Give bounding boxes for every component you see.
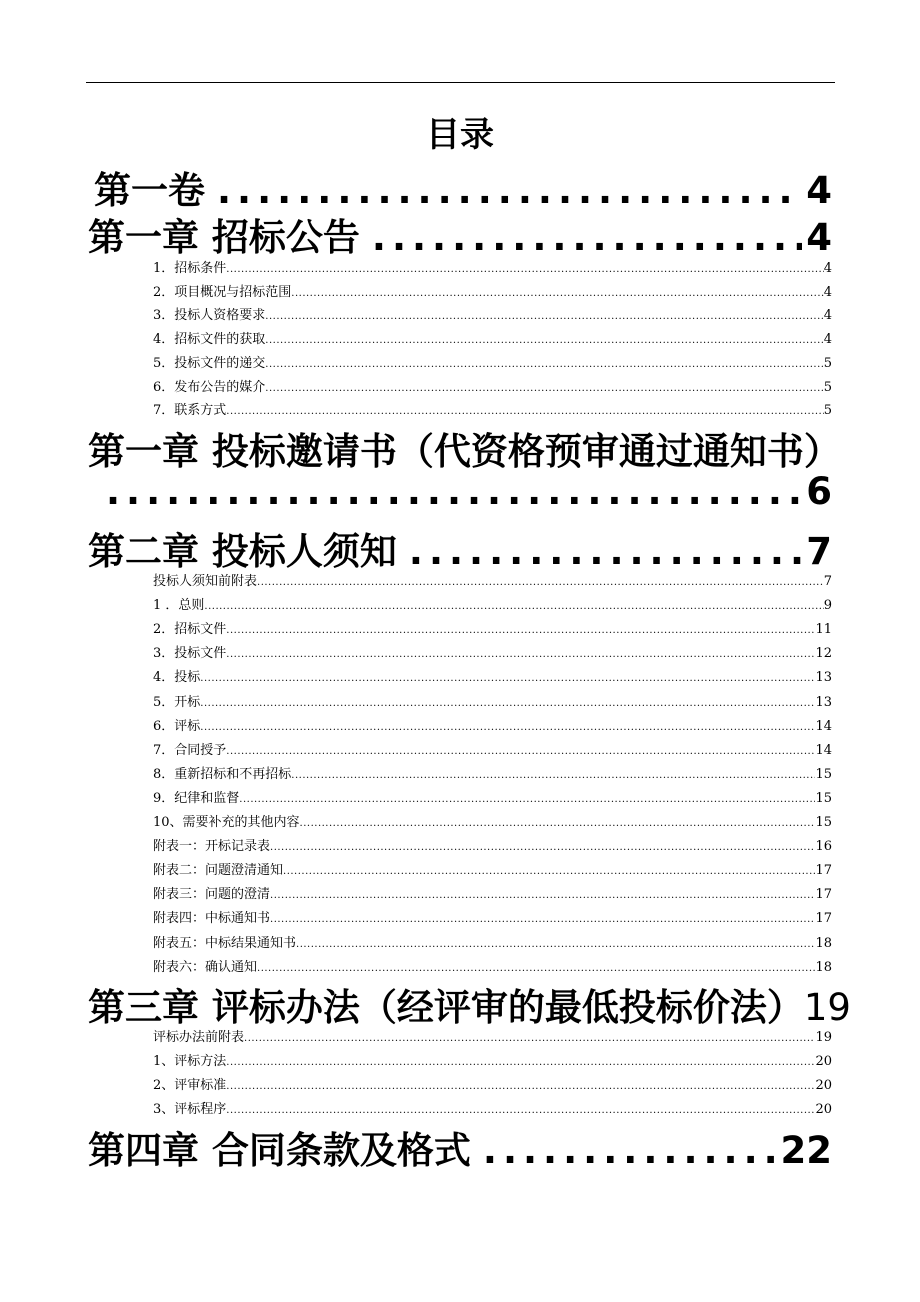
toc-sub-entry[interactable] <box>153 642 832 664</box>
toc-sub-entry[interactable] <box>153 932 832 954</box>
leader-dots <box>291 288 823 299</box>
toc-sub-entry-page: 4 <box>823 284 832 300</box>
toc-entry-page: 6 <box>806 470 832 513</box>
leader-dots <box>291 770 815 781</box>
toc-sub-entry-page: 12 <box>815 646 832 662</box>
leader-dots <box>226 625 815 636</box>
toc-entry-chapter-4[interactable] <box>88 1120 832 1176</box>
toc-sub-entry-page: 9 <box>823 598 832 614</box>
header-rule <box>86 82 835 83</box>
toc-sub-entry-title: 1 ．总则 <box>153 598 205 614</box>
toc-entry-page: 19 <box>803 986 851 1029</box>
leader-dots <box>265 359 823 370</box>
toc-sub-entry-title: 5．投标文件的递交 <box>153 355 266 371</box>
toc-sub-entry-page: 5 <box>823 355 832 371</box>
toc-sub-entry[interactable] <box>153 956 832 978</box>
leader-dots <box>205 169 802 212</box>
toc-sub-entry[interactable] <box>153 715 832 737</box>
toc-entry-title: 第二章 投标人须知 <box>88 530 397 573</box>
toc-sub-entry-page: 20 <box>815 1054 832 1070</box>
toc-sub-entry[interactable] <box>153 1098 832 1120</box>
toc-sub-entry[interactable] <box>153 859 832 881</box>
toc-sub-entry-page: 19 <box>815 1030 832 1045</box>
toc-sub-entry-title: 1．招标条件 <box>153 261 227 276</box>
leader-dots <box>239 794 815 805</box>
toc-sub-entry[interactable] <box>153 739 832 761</box>
toc-sub-entry-title: 评标办法前附表 <box>153 1030 245 1045</box>
toc-sub-entry-title: 附表五：中标结果通知书 <box>153 935 297 951</box>
toc-entry-chapter-1[interactable] <box>88 207 832 263</box>
leader-dots <box>300 818 816 829</box>
leader-dots <box>270 914 815 925</box>
leader-dots <box>270 890 815 901</box>
toc-sub-entry[interactable] <box>153 281 832 303</box>
toc-sub-entry-page: 14 <box>815 742 832 758</box>
toc-sub-entry-page: 5 <box>823 403 832 419</box>
leader-dots <box>283 866 815 877</box>
toc-sub-entry[interactable] <box>153 618 832 640</box>
toc-sub-entry-title: 2．招标文件 <box>153 622 227 638</box>
toc-entry-page: 4 <box>806 216 832 259</box>
toc-sub-entry-title: 5．开标 <box>153 694 201 710</box>
toc-sub-entry-page: 14 <box>815 718 832 734</box>
toc-sub-entry-title: 1、评标方法 <box>153 1054 227 1070</box>
leader-dots <box>265 335 823 346</box>
toc-sub-entry-title: 4．招标文件的获取 <box>153 332 266 348</box>
toc-sub-entry-page: 15 <box>815 790 832 806</box>
leader-dots <box>200 698 815 709</box>
toc-sub-entry-title: 7．联系方式 <box>153 403 227 419</box>
leader-dots <box>244 1033 815 1044</box>
toc-sub-entry-page: 13 <box>815 670 832 686</box>
toc-sub-entry-page: 7 <box>823 574 832 589</box>
toc-entry-page: 7 <box>806 530 832 573</box>
toc-sub-entry[interactable] <box>153 811 832 833</box>
toc-entry-title: 第一章 投标邀请书（代资格预审通过通知书） <box>88 430 841 473</box>
toc-sub-entry-page: 17 <box>815 863 832 879</box>
toc-sub-entry-title: 3．投标文件 <box>153 646 227 662</box>
leader-dots <box>257 577 824 588</box>
toc-sub-entry[interactable] <box>153 763 832 785</box>
toc-sub-entry-page: 4 <box>823 308 832 324</box>
toc-sub-entry[interactable] <box>153 907 832 929</box>
toc-sub-entry-title: 3、评标程序 <box>153 1102 227 1118</box>
toc-entry-title: 第一卷 <box>94 169 205 212</box>
toc-sub-entry-page: 4 <box>823 261 832 276</box>
toc-sub-entry-title: 投标人须知前附表 <box>153 574 258 589</box>
toc-sub-entry[interactable] <box>153 352 832 374</box>
toc-sub-entry-page: 13 <box>815 694 832 710</box>
toc-sub-entry-title: 7．合同授予 <box>153 742 227 758</box>
leader-dots <box>226 406 823 417</box>
leader-dots <box>226 1105 815 1116</box>
leader-dots <box>265 383 823 394</box>
toc-sub-entry-page: 18 <box>815 959 832 975</box>
toc-entry-page: 22 <box>780 1129 832 1172</box>
toc-sub-entry-title: 2．项目概况与招标范围 <box>153 284 292 300</box>
toc-sub-entry-title: 9．纪律和监督 <box>153 790 240 806</box>
leader-dots <box>265 311 823 322</box>
toc-sub-entry-title: 6．发布公告的媒介 <box>153 379 266 395</box>
toc-sub-entry[interactable] <box>153 691 832 713</box>
leader-dots <box>226 649 815 660</box>
toc-sub-entry-title: 8．重新招标和不再招标 <box>153 766 292 782</box>
toc-entry-chapter-2[interactable] <box>88 521 832 577</box>
toc-sub-entry-title: 4．投标 <box>153 670 201 686</box>
toc-sub-entry-title: 附表一：开标记录表 <box>153 839 271 855</box>
toc-entry-title: 第四章 合同条款及格式 <box>88 1129 471 1172</box>
toc-sub-entry[interactable] <box>153 1050 832 1072</box>
toc-sub-entry[interactable] <box>153 376 832 398</box>
toc-sub-entry-title: 附表六：确认通知 <box>153 959 258 975</box>
toc-sub-entry-page: 20 <box>815 1078 832 1094</box>
toc-sub-entry-title: 附表四：中标通知书 <box>153 911 271 927</box>
toc-sub-entry[interactable] <box>153 1074 832 1096</box>
leader-dots <box>471 1129 777 1172</box>
toc-entry-page: 4 <box>806 169 832 212</box>
leader-dots <box>226 1057 815 1068</box>
toc-sub-entry-page: 15 <box>815 815 832 830</box>
leader-dots <box>226 264 823 275</box>
toc-sub-entry[interactable] <box>153 835 832 857</box>
toc-sub-entry-page: 15 <box>815 766 832 782</box>
toc-sub-entry-title: 3．投标人资格要求 <box>153 308 266 324</box>
toc-title: 目录 <box>426 115 494 155</box>
toc-sub-entry-page: 17 <box>815 887 832 903</box>
toc-sub-entry-title: 附表二：问题澄清通知 <box>153 863 284 879</box>
toc-entry-title: 第三章 评标办法（经评审的最低投标价法） <box>88 986 804 1029</box>
leader-dots <box>257 963 815 974</box>
toc-sub-entry[interactable] <box>153 328 832 350</box>
toc-entry-title: 第一章 招标公告 <box>88 216 360 259</box>
toc-sub-entry-page: 11 <box>815 622 832 638</box>
toc-sub-entry-title: 2、评审标准 <box>153 1078 227 1094</box>
leader-dots <box>226 1081 815 1092</box>
toc-sub-entry-page: 16 <box>815 839 832 855</box>
toc-sub-entry-page: 20 <box>815 1102 832 1118</box>
leader-dots <box>360 216 802 259</box>
toc-sub-entry[interactable] <box>153 594 832 616</box>
toc-sub-entry-page: 5 <box>823 379 832 395</box>
toc-sub-entry-title: 10、需要补充的其他内容 <box>153 815 300 830</box>
toc-sub-entry[interactable] <box>153 399 832 421</box>
toc-sub-entry[interactable] <box>153 883 832 905</box>
leader-dots <box>204 601 823 612</box>
toc-sub-entry[interactable] <box>153 570 832 592</box>
leader-dots <box>397 530 802 573</box>
leader-dots <box>88 470 802 513</box>
toc-sub-entry[interactable] <box>153 666 832 688</box>
toc-sub-entry[interactable] <box>153 1026 832 1048</box>
toc-entry-continuation <box>88 470 832 526</box>
toc-sub-entry-page: 17 <box>815 911 832 927</box>
toc-sub-entry-title: 6．评标 <box>153 718 201 734</box>
toc-sub-entry[interactable] <box>153 787 832 809</box>
toc-sub-entry[interactable] <box>153 257 832 279</box>
leader-dots <box>200 722 815 733</box>
toc-entry-chapter-3[interactable] <box>88 977 851 1033</box>
leader-dots <box>200 673 815 684</box>
toc-sub-entry-title: 附表三：问题的澄清 <box>153 887 271 903</box>
leader-dots <box>296 939 815 950</box>
toc-sub-entry[interactable] <box>153 304 832 326</box>
toc-sub-entry-page: 18 <box>815 935 832 951</box>
leader-dots <box>226 746 815 757</box>
leader-dots <box>270 842 815 853</box>
toc-sub-entry-page: 4 <box>823 332 832 348</box>
